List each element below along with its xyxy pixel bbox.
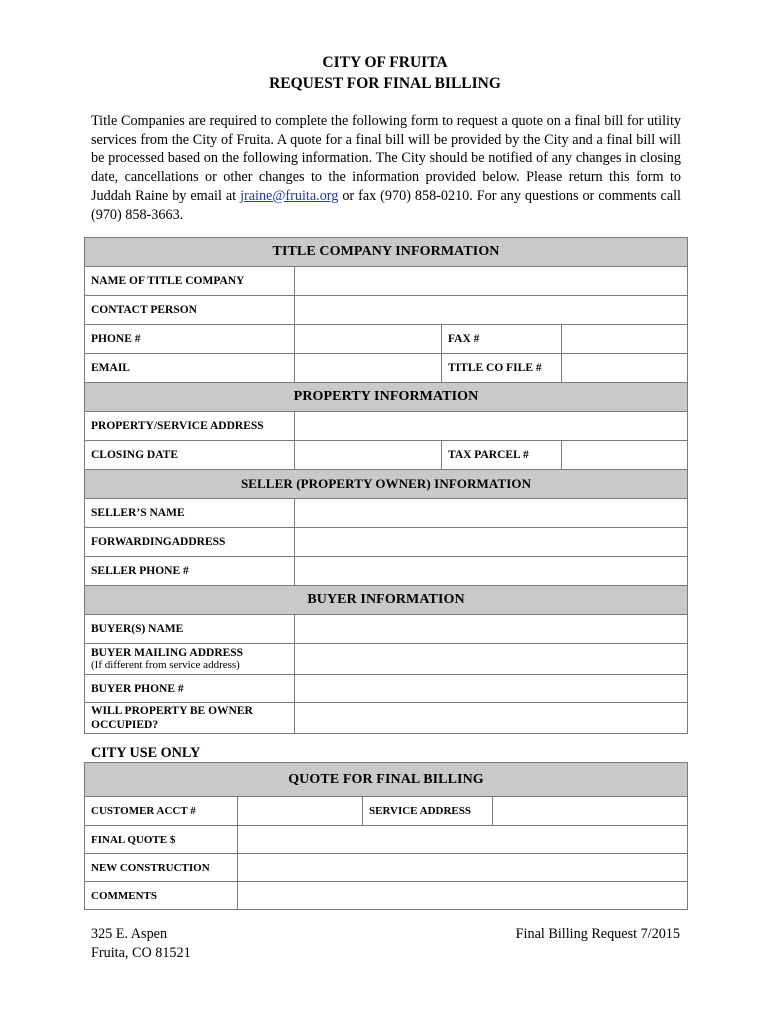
owner-occupied-line1: WILL PROPERTY BE OWNER	[91, 705, 253, 717]
closing-date-field[interactable]	[295, 441, 442, 470]
owner-occupied-line2: OCCUPIED?	[91, 719, 159, 731]
new-construction-field[interactable]	[238, 854, 688, 882]
seller-phone-label: SELLER PHONE #	[85, 557, 295, 586]
final-quote-label: FINAL QUOTE $	[85, 826, 238, 854]
footer-address-line2: Fruita, CO 81521	[91, 945, 191, 961]
forwarding-address-field[interactable]	[295, 528, 688, 557]
document-title: CITY OF FRUITA	[322, 54, 448, 71]
forwarding-address-label: FORWARDINGADDRESS	[85, 528, 295, 557]
city-use-title: CITY USE ONLY	[91, 745, 201, 761]
buyer-phone-field[interactable]	[295, 675, 688, 703]
seller-phone-field[interactable]	[295, 557, 688, 586]
title-company-name-field[interactable]	[295, 267, 688, 296]
request-form-table	[84, 237, 688, 734]
fax-field[interactable]	[562, 325, 688, 354]
title-co-file-field[interactable]	[562, 354, 688, 383]
instructions-text-end: or fax (970) 858-0210. For any questions or comments call (970) 858-3663.	[91, 187, 681, 223]
owner-occupied-label	[85, 703, 295, 734]
footer-address-line1: 325 E. Aspen	[91, 926, 168, 942]
tax-parcel-label: TAX PARCEL #	[442, 441, 562, 470]
quote-heading: QUOTE FOR FINAL BILLING	[85, 763, 688, 797]
email-link[interactable]: jraine@fruita.org	[240, 187, 339, 204]
instructions-paragraph	[91, 112, 681, 224]
buyer-name-field[interactable]	[295, 615, 688, 644]
closing-date-label: CLOSING DATE	[85, 441, 295, 470]
customer-acct-field[interactable]	[238, 797, 363, 826]
buyer-name-label: BUYER(S) NAME	[85, 615, 295, 644]
footer-form-id: Final Billing Request 7/2015	[515, 926, 680, 942]
service-address-city-label: SERVICE ADDRESS	[363, 797, 493, 826]
seller-heading: SELLER (PROPERTY OWNER) INFORMATION	[85, 470, 688, 499]
service-address-label: PROPERTY/SERVICE ADDRESS	[85, 412, 295, 441]
title-company-name-label: NAME OF TITLE COMPANY	[85, 267, 295, 296]
title-company-heading: TITLE COMPANY INFORMATION	[85, 238, 688, 267]
email-label: EMAIL	[85, 354, 295, 383]
instructions-text: Title Companies are required to complete the following form to request a quote on a final bill for utility services from the City of Fruita. A quote for a final bill will be provided by the City and a final bill will be processed based on the following information. The City should be notified of any changes in closing date, cancellations or other changes to the information provided below. Please return this form to Juddah Raine by email at	[91, 113, 681, 204]
tax-parcel-field[interactable]	[562, 441, 688, 470]
seller-name-label: SELLER’S NAME	[85, 499, 295, 528]
comments-label: COMMENTS	[85, 882, 238, 910]
contact-person-label: CONTACT PERSON	[85, 296, 295, 325]
service-address-city-field[interactable]	[493, 797, 688, 826]
seller-name-field[interactable]	[295, 499, 688, 528]
email-field[interactable]	[295, 354, 442, 383]
buyer-phone-label: BUYER PHONE #	[85, 675, 295, 703]
service-address-field[interactable]	[295, 412, 688, 441]
buyer-mailing-note: (If different from service address)	[91, 659, 240, 671]
phone-label: PHONE #	[85, 325, 295, 354]
final-quote-field[interactable]	[238, 826, 688, 854]
document-subtitle: REQUEST FOR FINAL BILLING	[269, 75, 501, 92]
footer-address	[91, 925, 191, 963]
contact-person-field[interactable]	[295, 296, 688, 325]
buyer-mailing-label	[85, 644, 295, 675]
buyer-heading: BUYER INFORMATION	[85, 586, 688, 615]
fax-label: FAX #	[442, 325, 562, 354]
buyer-mailing-field[interactable]	[295, 644, 688, 675]
city-use-table	[84, 762, 688, 910]
phone-field[interactable]	[295, 325, 442, 354]
new-construction-label: NEW CONSTRUCTION	[85, 854, 238, 882]
owner-occupied-field[interactable]	[295, 703, 688, 734]
comments-field[interactable]	[238, 882, 688, 910]
title-co-file-label: TITLE CO FILE #	[442, 354, 562, 383]
buyer-mailing-label-text: BUYER MAILING ADDRESS	[91, 647, 244, 659]
customer-acct-label: CUSTOMER ACCT #	[85, 797, 238, 826]
property-heading: PROPERTY INFORMATION	[85, 383, 688, 412]
